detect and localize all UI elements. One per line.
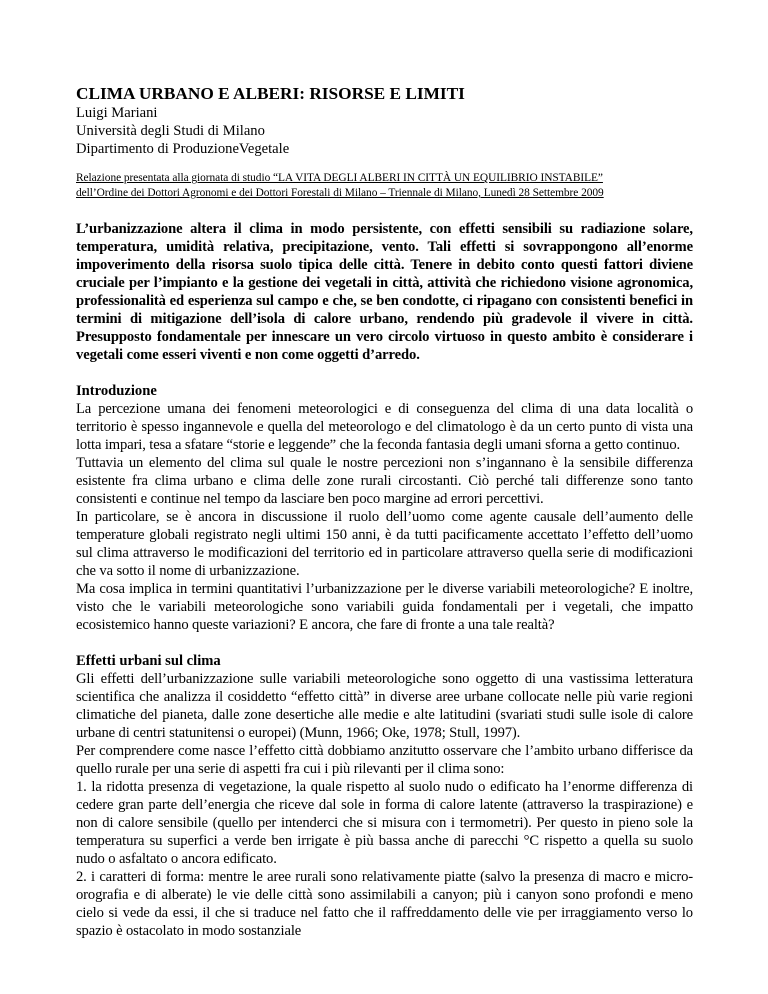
document-title: CLIMA URBANO E ALBERI: RISORSE E LIMITI bbox=[76, 84, 465, 103]
paragraph: Gli effetti dell’urbanizzazione sulle variabili meteorologiche sono oggetto di una vastissima letteratura scientifica che analizza il cosiddetto “effetto città” in diverse aree urbane collocate nelle più varie regioni climatiche del pianeta, dalle zone desertiche alle medie e alte latitudini (svariati studi sulle isole di calore urbane di centri statunitensi o europei) (Munn, 1966; Oke, 1978; Stull, 1997). bbox=[76, 671, 693, 741]
relazione-line-1: Relazione presentata alla giornata di studio “LA VITA DEGLI ALBERI IN CITTÀ UN EQUILIBRIO INSTABILE” bbox=[76, 172, 603, 184]
author-name: Luigi Mariani bbox=[76, 105, 158, 121]
paragraph: Per comprendere come nasce l’effetto città dobbiamo anzitutto osservare che l’ambito urbano differisce da quello rurale per una serie di aspetti fra cui i più rilevanti per il clima sono: bbox=[76, 743, 693, 777]
university-name: Università degli Studi di Milano bbox=[76, 123, 265, 139]
relazione-line-2: dell’Ordine dei Dottori Agronomi e dei Dottori Forestali di Milano – Triennale di Milano, Lunedì 28 Settembre 2009 bbox=[76, 187, 604, 199]
abstract-paragraph: L’urbanizzazione altera il clima in modo persistente, con effetti sensibili su radiazione solare, temperatura, umidità relativa, precipitazione, vento. Tali effetti si sovrappongono all’enorme impoverimento della risorsa suolo tipica delle città. Tenere in debito conto questi fattori diviene cruciale per l’impianto e la gestione dei vegetali in città, attività che richiedono visione agronomica, professionalità ed esperienza sul campo e che, se ben condotte, ci ripagano con consistenti benefici in termini di mitigazione dell’isola di calore urbano, rendendo più gradevole il vivere in città. Presupposto fondamentale per innescare un vero circolo virtuoso in questo ambito è considerare i vegetali come esseri viventi e non come oggetti d’arredo. bbox=[76, 221, 693, 363]
section-heading-introduzione: Introduzione bbox=[76, 383, 157, 399]
paragraph: In particolare, se è ancora in discussione il ruolo dell’uomo come agente causale dell’aumento delle temperature globali registrato negli ultimi 150 anni, è da tutti pacificamente accettato l’effetto dell’uomo sul clima attraverso le modificazioni del territorio ed in particolare attraverso quella serie di modificazioni che va sotto il nome di urbanizzazione. bbox=[76, 509, 693, 579]
section-heading-effetti-urbani: Effetti urbani sul clima bbox=[76, 653, 221, 669]
list-item: 2. i caratteri di forma: mentre le aree rurali sono relativamente piatte (salvo la presenza di macro e micro-orografia e di alberate) le vie delle città sono assimilabili a canyon; più i canyon sono profondi e meno cielo si vede da essi, il che si traduce nel fatto che il raffreddamento delle vie per irraggiamento verso lo spazio è ostacolato in modo sostanziale bbox=[76, 869, 693, 939]
section-introduzione bbox=[76, 382, 693, 634]
paragraph: Tuttavia un elemento del clima sul quale le nostre percezioni non s’ingannano è la sensibile differenza esistente fra clima urbano e clima delle zone rurali circostanti. Ciò perché tali differenze sono tanto consistenti e continue nel tempo da lasciare ben poco margine ad errori percettivi. bbox=[76, 455, 693, 507]
document-page bbox=[76, 84, 693, 940]
paragraph: La percezione umana dei fenomeni meteorologici e di conseguenza del clima di una data località o territorio è spesso ingannevole e quella del meteorologo e del climatologo è da un certo punto di vista una lotta impari, tesa a sfatare “storie e leggende” che la feconda fantasia degli umani sforna a getto continuo. bbox=[76, 401, 693, 453]
section-effetti-urbani bbox=[76, 652, 693, 940]
department-name: Dipartimento di ProduzioneVegetale bbox=[76, 141, 290, 157]
relazione-note bbox=[76, 171, 693, 201]
list-item: 1. la ridotta presenza di vegetazione, la quale rispetto al suolo nudo o edificato ha l’enorme differenza di cedere gran parte dell’energia che riceve dal sole in forma di calore latente (attraverso la traspirazione) e non di calore sensibile (quello per intenderci che si misura con i termometri). Per questo in pieno sole la temperatura su superfici a verde ben irrigate è più bassa anche di parecchi °C rispetto a quella su suolo nudo o asfaltato o ancora edificato. bbox=[76, 779, 693, 867]
paragraph: Ma cosa implica in termini quantitativi l’urbanizzazione per le diverse variabili meteorologiche? E inoltre, visto che le variabili meteorologiche sono variabili guida fondamentali per i vegetali, che impatto ecosistemico hanno queste variazioni? E ancora, che fare di fronte a una tale realtà? bbox=[76, 581, 693, 633]
